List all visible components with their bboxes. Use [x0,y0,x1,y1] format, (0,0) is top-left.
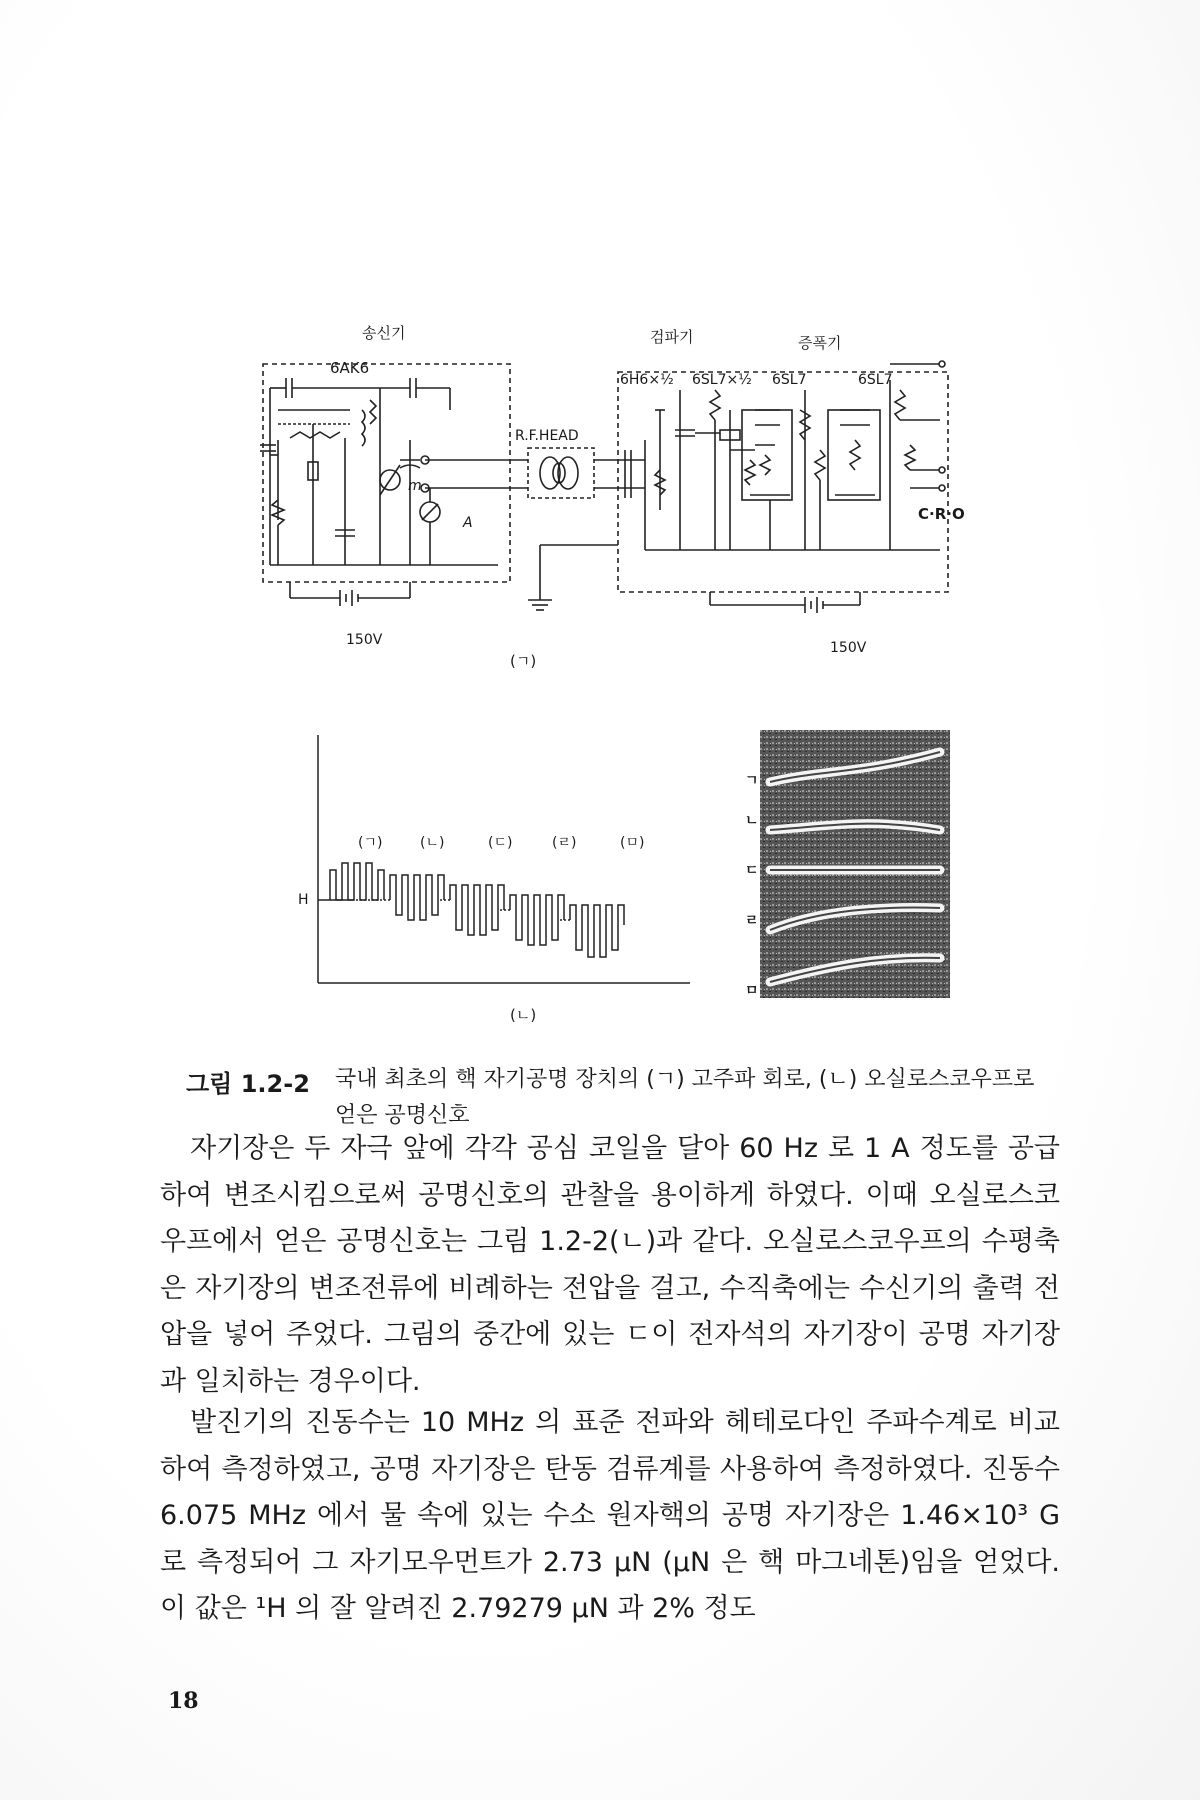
meter-a-label: A [463,515,473,531]
trace-group-3 [450,885,504,935]
circuit-schematic [250,350,970,670]
group-label-2: (ㄴ) [420,835,445,851]
photo-label-1: ㄱ [745,773,759,789]
tube-mid1-label: 6SL7×½ [692,372,752,388]
battery-left-label: 150V [346,632,383,648]
group-label-4: (ㄹ) [552,835,577,851]
label-detector: 검파기 [650,328,694,346]
trace-group-1 [330,863,384,900]
group-label-5: (ㅁ) [620,835,645,851]
tube-mid2-label: 6SL7 [772,372,807,388]
rf-head-label: R.F.HEAD [515,428,579,444]
group-label-1: (ㄱ) [358,835,383,851]
cro-label: C·R·O [918,505,965,523]
meter-m-label: m [408,478,422,494]
trace-group-5 [570,905,624,957]
panel-b-label: (ㄴ) [510,1006,537,1024]
tube-6ak6-label: 6AK6 [330,359,370,377]
photo-label-5: ㅁ [745,983,759,999]
photo-label-3: ㄷ [745,863,759,879]
page-number: 18 [168,1688,199,1714]
tube-detector-label: 6H6×½ [620,372,674,388]
panel-a-label: (ㄱ) [510,652,537,670]
figure-caption-number: 그림 1.2-2 [186,1070,310,1098]
group-label-3: (ㄷ) [488,835,513,851]
trace-group-2 [390,875,444,920]
body-paragraph-1: 자기장은 두 자극 앞에 각각 공심 코일을 달아 60 Hz 로 1 A 정도를 공급하여 변조시킴으로써 공명신호의 관찰을 용이하게 하였다. 이때 오실로스코우프에서 얻은 공명신호는 그림 1.2-2(ㄴ)과 같다. 오실로스코우프의 수평축은 자기장의 변조전류에 비례하는 전압을 걸고, 수직축에는 수신기의 출력 전압을 넣어 주었다. 그림의 중간에 있는 ㄷ이 전자석의 자기장이 공명 자기장과 일치하는 경우이다. [160,1133,1060,1397]
photo-label-4: ㄹ [745,913,759,929]
photo-label-2: ㄴ [745,813,759,829]
oscilloscope-photo [760,730,950,998]
label-amplifier: 증폭기 [798,334,842,352]
figure-caption-text: 국내 최초의 핵 자기공명 장치의 (ㄱ) 고주파 회로, (ㄴ) 오실로스코우프로 얻은 공명신호 [335,1067,1035,1128]
tube-right-label: 6SL7 [858,372,893,388]
trace-group-4 [510,895,564,945]
body-paragraph-2: 발진기의 진동수는 10 MHz 의 표준 전파와 헤테로다인 주파수계로 비교하여 측정하였고, 공명 자기장은 탄동 검류계를 사용하여 측정하였다. 진동수 6.075 MHz 에서 물 속에 있는 수소 원자핵의 공명 자기장은 1.46×10³ G 로 측정되어 그 자기모우먼트가 2.73 μN (μN 은 핵 마그네톤)임을 얻었다. 이 값은 ¹H 의 잘 알려진 2.79279 μN 과 2% 정도 [160,1407,1060,1624]
battery-right-label: 150V [830,640,867,656]
oscilloscope-trace [290,735,710,1005]
signal-axis-label: H [298,892,309,908]
label-transmitter: 송신기 [362,324,406,342]
